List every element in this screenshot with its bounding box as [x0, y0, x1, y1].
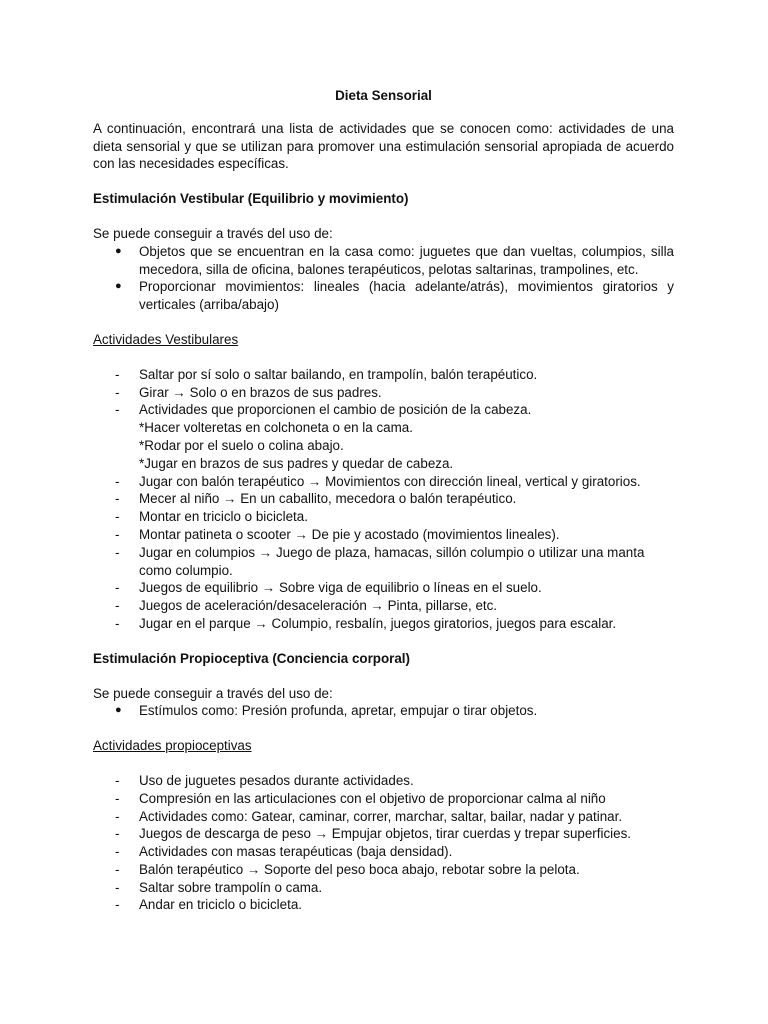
- list-item-text: Objetos que se encuentran en la casa como: juguetes que dan vueltas, columpios, silla mecedora, silla de oficina, balones terapéuticos, pelotas saltarinas, trampolines, etc.: [139, 243, 674, 277]
- list-item-text: Mecer al niño → En un caballito, mecedora o balón terapéutico.: [139, 491, 517, 507]
- list-item: [93, 544, 674, 580]
- list-item-text: Saltar por sí solo o saltar bailando, en trampolín, balón terapéutico.: [139, 366, 538, 382]
- vestibular-bullet-list: [93, 243, 674, 314]
- bullet-icon: ●: [115, 704, 122, 717]
- list-item: [93, 772, 674, 790]
- list-item: [93, 879, 674, 897]
- propioceptiva-bullet-list: [93, 702, 674, 720]
- list-item-text: Girar → Solo o en brazos de sus padres.: [139, 384, 382, 400]
- list-item: [93, 597, 674, 615]
- propioceptiva-activities-list: [93, 772, 674, 914]
- list-item-text: Uso de juguetes pesados durante actividades.: [139, 772, 414, 788]
- dash-icon: -: [115, 544, 120, 560]
- dash-icon: -: [115, 844, 120, 860]
- list-item-text: Jugar en columpios → Juego de plaza, hamacas, sillón columpio o utilizar una manta: [139, 544, 645, 560]
- vestibular-lead: Se puede conseguir a través del uso de:: [93, 225, 333, 241]
- dash-icon: -: [115, 366, 120, 382]
- dash-icon: -: [115, 808, 120, 824]
- list-item: [93, 508, 674, 526]
- list-item-text: Actividades con masas terapéuticas (baja densidad).: [139, 844, 453, 860]
- list-item: [93, 896, 674, 914]
- bullet-icon: ●: [115, 244, 122, 257]
- list-item-text: *Hacer volteretas en colchoneta o en la cama.: [139, 420, 413, 436]
- list-item: [93, 526, 674, 544]
- dash-icon: -: [115, 473, 120, 489]
- list-item: [93, 384, 674, 402]
- list-item-text: Saltar sobre trampolín o cama.: [139, 879, 323, 895]
- list-item: [93, 825, 674, 843]
- propioceptiva-heading: Estimulación Propioceptiva (Conciencia corporal): [93, 650, 410, 666]
- list-item-text: Juegos de descarga de peso → Empujar objetos, tirar cuerdas y trepar superficies.: [139, 826, 631, 842]
- list-item: [93, 473, 674, 491]
- list-item: [93, 401, 674, 472]
- list-item: [93, 843, 674, 861]
- vestibular-activities-heading: Actividades Vestibulares: [93, 331, 239, 347]
- list-item-text: Jugar en el parque → Columpio, resbalín, juegos giratorios, juegos para escalar.: [139, 615, 617, 631]
- list-item: [93, 278, 674, 314]
- intro-paragraph: A continuación, encontrará una lista de actividades que se conocen como: actividades de una dieta sensorial y que se utilizan para promover una estimulación sensorial apropiada de acuerdo con las necesidades específicas.: [93, 120, 674, 172]
- list-item-text: Montar patineta o scooter → De pie y acostado (movimientos lineales).: [139, 526, 560, 542]
- propioceptiva-activities-heading: Actividades propioceptivas: [93, 738, 252, 754]
- list-item-text: como columpio.: [139, 562, 233, 578]
- list-item: [93, 243, 674, 279]
- list-item-text: Andar en triciclo o bicicleta.: [139, 897, 302, 913]
- list-item-text: Compresión en las articulaciones con el objetivo de proporcionar calma al niño: [139, 790, 606, 806]
- list-item: [93, 790, 674, 808]
- dash-icon: -: [115, 615, 120, 631]
- dash-icon: -: [115, 879, 120, 895]
- dash-icon: -: [115, 580, 120, 596]
- dash-icon: -: [115, 826, 120, 842]
- dash-icon: -: [115, 772, 120, 788]
- dash-icon: -: [115, 384, 120, 400]
- dash-icon: -: [115, 790, 120, 806]
- dash-icon: -: [115, 509, 120, 525]
- dash-icon: -: [115, 402, 120, 418]
- document-title: Dieta Sensorial: [335, 88, 432, 103]
- list-item-text: *Jugar en brazos de sus padres y quedar de cabeza.: [139, 455, 454, 471]
- list-item-text: Proporcionar movimientos: lineales (hacia adelante/atrás), movimientos giratorios y verticales (arriba/abajo): [139, 279, 674, 313]
- list-item: [93, 702, 674, 720]
- list-item-text: Actividades como: Gatear, caminar, correr, marchar, saltar, bailar, nadar y patinar.: [139, 808, 623, 824]
- list-item: [93, 490, 674, 508]
- list-item-text: *Rodar por el suelo o colina abajo.: [139, 437, 344, 453]
- dash-icon: -: [115, 598, 120, 614]
- bullet-icon: ●: [115, 280, 122, 293]
- dash-icon: -: [115, 526, 120, 542]
- list-item-text: Actividades que proporcionen el cambio de posición de la cabeza.: [139, 402, 532, 418]
- list-item-text: Estímulos como: Presión profunda, apretar, empujar o tirar objetos.: [139, 703, 538, 719]
- list-item-text: Balón terapéutico → Soporte del peso boca abajo, rebotar sobre la pelota.: [139, 861, 580, 877]
- vestibular-activities-list: [93, 366, 674, 633]
- propioceptiva-lead: Se puede conseguir a través del uso de:: [93, 685, 333, 701]
- list-item-text: Jugar con balón terapéutico → Movimientos con dirección lineal, vertical y giratorios.: [139, 473, 641, 489]
- list-item: [93, 615, 674, 633]
- list-item-text: Juegos de aceleración/desaceleración → Pinta, pillarse, etc.: [139, 598, 498, 614]
- vestibular-heading: Estimulación Vestibular (Equilibrio y movimiento): [93, 191, 409, 207]
- list-item: [93, 366, 674, 384]
- dash-icon: -: [115, 491, 120, 507]
- list-item: [93, 808, 674, 826]
- dash-icon: -: [115, 861, 120, 877]
- list-item-text: Juegos de equilibrio → Sobre viga de equilibrio o líneas en el suelo.: [139, 580, 542, 596]
- list-item-text: Montar en triciclo o bicicleta.: [139, 509, 308, 525]
- dash-icon: -: [115, 897, 120, 913]
- list-item: [93, 579, 674, 597]
- list-item: [93, 861, 674, 879]
